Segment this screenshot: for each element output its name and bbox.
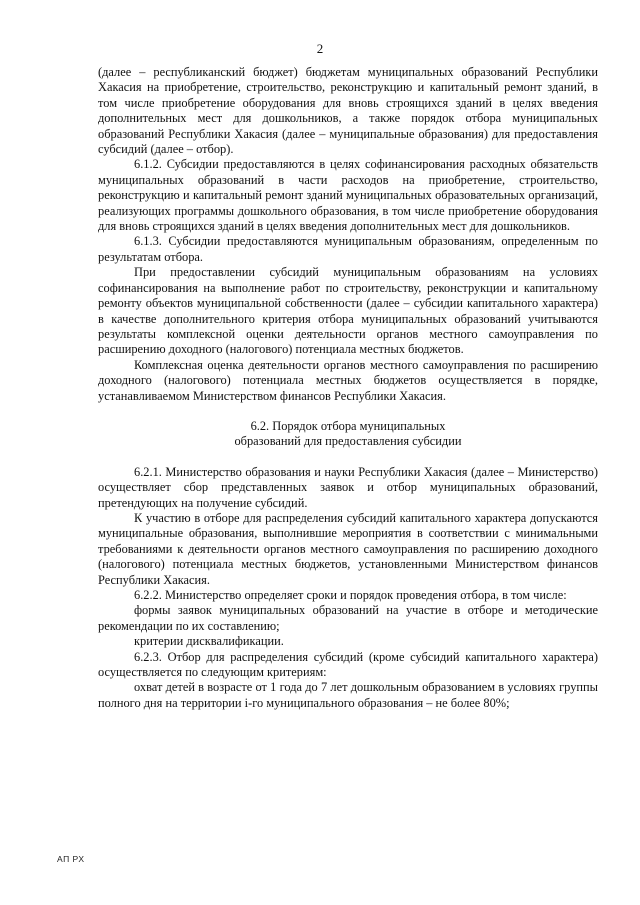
paragraph: 6.1.2. Субсидии предоставляются в целях софинансирования расходных обязательств муниципальных образований в части расходов на приобретение, строительство, реконструкцию и капитальный ремонт зданий муниципальных образовательных организаций, реализующих программы дошкольного образования, в том числе приобретение оборудования для вновь строящихся зданий в целях введения дополнительных мест для дошкольников. (98, 157, 598, 234)
paragraph: формы заявок муниципальных образований на участие в отборе и методические рекомендации по их составлению; (98, 603, 598, 633)
paragraph: Комплексная оценка деятельности органов местного самоуправления по расширению доходного (налогового) потенциала местных бюджетов осуществляется в порядке, устанавливаемом Министерством финансов Республики Хакасия. (98, 357, 598, 403)
document-body (98, 65, 598, 711)
paragraph: 6.2.2. Министерство определяет сроки и порядок проведения отбора, в том числе: (134, 588, 567, 602)
paragraph: 6.2.1. Министерство образования и науки Республики Хакасия (далее – Министерство) осуществляет сбор представленных заявок и отбор муниципальных образований, претендующих на получение субсидий. (98, 464, 598, 510)
page-number: 2 (316, 41, 324, 56)
footer-code: АП РХ (57, 854, 85, 864)
spacer (98, 450, 598, 465)
section-heading (98, 419, 598, 450)
section-heading-line-2: образований для предоставления субсидии (234, 434, 462, 449)
paragraph: (далее – республиканский бюджет) бюджетам муниципальных образований Республики Хакасия на приобретение, строительство, реконструкцию и капитальный ремонт зданий, в том числе приобретение оборудования для вновь строящихся зданий в целях введения дополнительных мест для дошкольников, а также порядок отбора муниципальных образований Республики Хакасия (далее – муниципальные образования) для предоставления субсидий (далее – отбор). (98, 65, 598, 157)
paragraph: охват детей в возрасте от 1 года до 7 лет дошкольным образованием в условиях группы полного дня на территории i-го муниципального образования – не более 80%; (98, 680, 598, 710)
paragraph: К участию в отборе для распределения субсидий капитального характера допускаются муниципальные образования, выполнившие мероприятия в соответствии с минимальными требованиями к деятельности органов местного самоуправления по расширению доходного (налогового) потенциала местных бюджетов, установленными Министерством финансов Республики Хакасия. (98, 510, 598, 587)
paragraph: При предоставлении субсидий муниципальным образованиям на условиях софинансирования на выполнение работ по строительству, реконструкции и капитальному ремонту объектов муниципальной собственности (далее – субсидии капитального характера) в качестве дополнительного критерия отбора муниципальных образований учитываются результаты комплексной оценки деятельности органов местного самоуправления по расширению доходного (налогового) потенциала местных бюджетов. (98, 265, 598, 357)
paragraph: 6.2.3. Отбор для распределения субсидий (кроме субсидий капитального характера) осуществляется по следующим критериям: (98, 649, 598, 680)
paragraph: критерии дисквалификации. (134, 634, 284, 649)
section-heading-line-1: 6.2. Порядок отбора муниципальных (250, 418, 446, 433)
paragraph: 6.1.3. Субсидии предоставляются муниципальным образованиям, определенным по результатам отбора. (98, 234, 598, 264)
spacer (98, 404, 598, 419)
